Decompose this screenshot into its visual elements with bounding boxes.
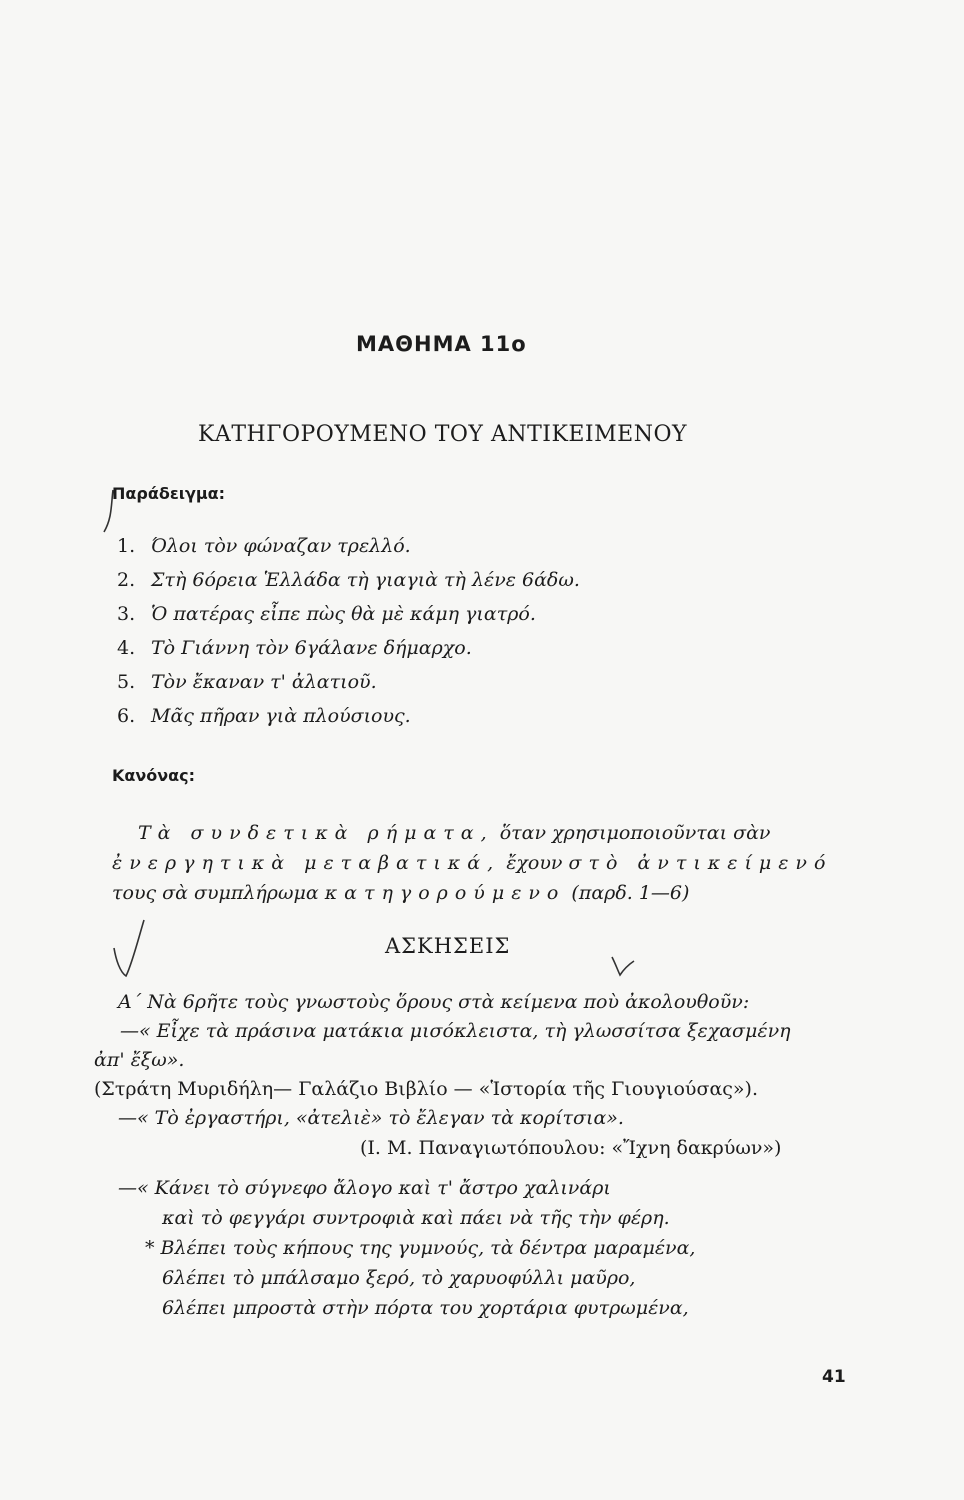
example-3: 3. Ὁ πατέρας εἶπε πὼς θὰ μὲ κάμη γιατρό. [117,603,536,625]
example-5: 5. Τὸν ἔκαναν τ' ἀλατιοῦ. [117,671,377,693]
exercises-title: ΑΣΚΗΣΕΙΣ [385,934,511,958]
small-checkmark-icon [610,955,636,979]
lesson-title: ΜΑΘΗΜΑ 11ο [356,332,527,356]
poem-line-5: 6λέπει μπροστὰ στὴν πόρτα του χορτάρια φυτρωμένα, [162,1297,689,1319]
poem-line-3: * Βλέπει τοὺς κήπους της γυμνούς, τὰ δέντρα μαραμένα, [145,1237,696,1259]
quote-2-source: (Ι. Μ. Παναγιωτόπουλου: «Ἴχνη δακρύων») [360,1137,782,1159]
rule-line-1: Τὰ συνδετικὰ ρήματα, ὅταν χρησιμοποιοῦνται σὰν [138,822,771,844]
quote-2-line-1: —« Τὸ ἐργαστήρι, «ἀτελιὲ» τὸ ἔλεγαν τὰ κορίτσια». [118,1107,624,1129]
rule-line-2: ἐνεργητικὰ μεταβατικά, ἔχουν στὸ ἀντικείμενό [112,852,833,874]
checkmark-icon [112,918,148,980]
example-6: 6. Μᾶς πῆραν γιὰ πλούσιους. [117,705,411,727]
examples-heading: Παράδειγμα: [112,484,226,503]
lesson-subtitle: ΚΑΤΗΓΟΡΟΥΜΕΝΟ ΤΟΥ ΑΝΤΙΚΕΙΜΕΝΟΥ [198,422,688,447]
poem-line-4: 6λέπει τὸ μπάλσαμο ξερό, τὸ χαρυοφύλλι μαῦρο, [162,1267,636,1289]
quote-1-line-1: —« Εἶχε τὰ πράσινα ματάκια μισόκλειστα, τὴ γλωσσίτσα ξεχασμένη [120,1020,791,1042]
exercise-a-instruction: Α΄ Νὰ 6ρῆτε τοὺς γνωστοὺς ὅρους στὰ κείμενα ποὺ ἀκολουθοῦν: [118,991,750,1013]
quote-1-source: (Στράτη Μυριδήλη— Γαλάζιο Βιβλίο — «Ἱστορία τῆς Γιουγιούσας»). [94,1078,758,1100]
rule-heading: Κανόνας: [112,766,196,785]
quote-1-line-2: ἀπ' ἔξω». [94,1049,185,1071]
page-number: 41 [822,1367,846,1387]
handwritten-mark-icon [100,488,120,536]
rule-line-3: τους σὰ συμπλήρωμα κατηγορούμενο (παρδ. 1—6) [112,882,690,904]
example-1: 1. Όλοι τὸν φώναζαν τρελλό. [117,535,411,557]
poem-line-2: καὶ τὸ φεγγάρι συντροφιὰ καὶ πάει νὰ τῆς τὴν φέρη. [162,1207,670,1229]
example-2: 2. Στὴ 6όρεια Ἑλλάδα τὴ γιαγιὰ τὴ λένε 6άδω. [117,569,580,591]
example-4: 4. Τὸ Γιάννη τὸν 6γάλανε δήμαρχο. [117,637,472,659]
poem-line-1: —« Κάνει τὸ σύγνεφο ἄλογο καὶ τ' ἄστρο χαλινάρι [118,1177,611,1199]
